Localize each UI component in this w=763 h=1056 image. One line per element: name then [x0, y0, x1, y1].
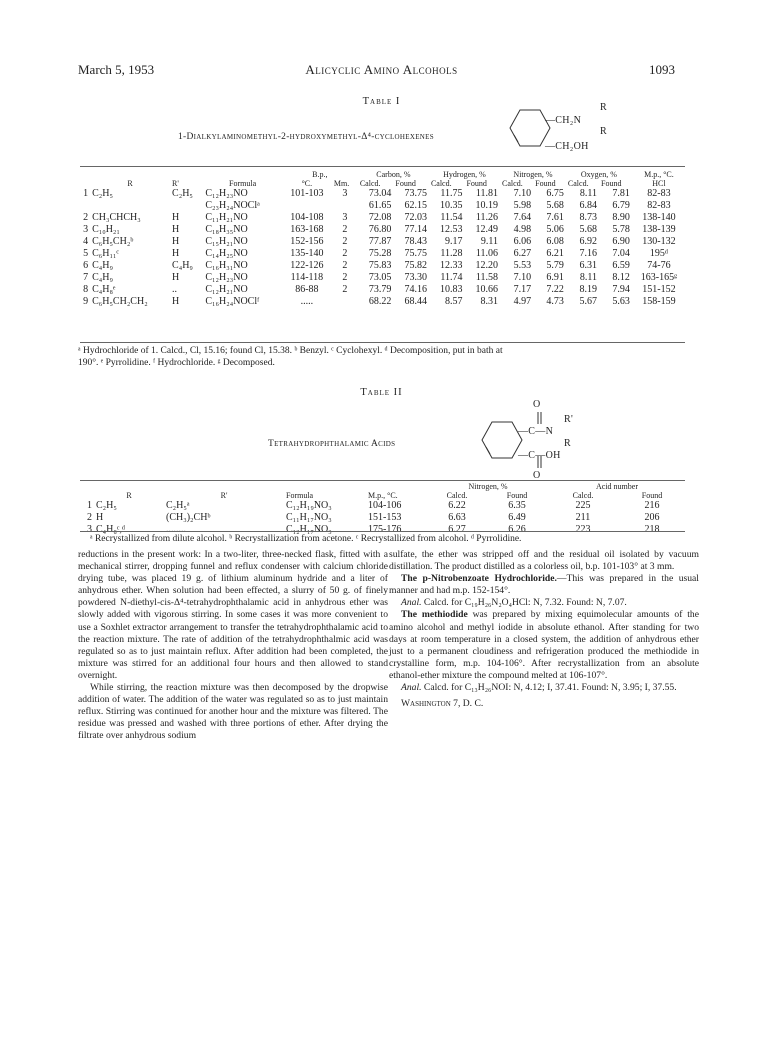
table1-cell: 8.11	[579, 188, 598, 199]
table1-cell: 8.90	[612, 212, 630, 223]
t1-head-hcl: HCl	[652, 179, 666, 188]
table1-row	[78, 284, 686, 296]
t2-head-found: Found	[641, 491, 663, 500]
table1-cell: 7.81	[612, 188, 630, 199]
table1-cell: 6.92	[579, 236, 598, 247]
t1-head-bp-c: °C.	[301, 179, 313, 188]
table1-cell: 10.66	[475, 284, 499, 295]
table1-cell: 135-140	[290, 248, 324, 259]
signoff: Washington 7, D. C.	[401, 698, 484, 710]
table1-cell: 9.11	[480, 236, 499, 247]
table1-cell: 3	[342, 212, 348, 223]
table1-cell: 73.30	[404, 272, 427, 283]
table1-row	[78, 224, 686, 236]
table2	[78, 482, 686, 536]
table1-cell: 6.79	[612, 200, 630, 211]
table1-cell: 7.61	[546, 212, 564, 223]
table1-cell: 12.53	[439, 224, 463, 235]
table2-title: Tetrahydrophthalamic Acids	[268, 439, 396, 449]
anal2-label: Anal.	[401, 682, 422, 694]
table1-cell: 5.63	[612, 296, 630, 307]
table1-cell: 8.57	[444, 296, 463, 307]
left-paragraph-2: While stirring, the reaction mixture was then decomposed by the dropwise addition of water. The addition of the water was regulated so as to just maintain reflux. Stirring was continued for another hour and the mixture was filtered. The residue was pressed and washed with three portions of ether. After drying the filtrate over anhydrous sodium	[78, 682, 388, 742]
table1-cell: 62.15	[404, 200, 427, 211]
anal1-label: Anal.	[401, 597, 422, 609]
table2-cell: 6.35	[508, 500, 526, 511]
table1-cell: 12.20	[475, 260, 499, 271]
table1-cell: 75.83	[368, 260, 392, 271]
t2-head-formula: Formula	[286, 491, 314, 500]
header-page-number: 1093	[649, 62, 675, 77]
table1-cell: 73.04	[368, 188, 392, 199]
table1-cell	[78, 200, 90, 212]
table1-footnote-line1: ᵃ Hydrochloride of 1. Calcd., Cl, 15.16; found Cl, 15.38. ᵇ Benzyl. ᶜ Cyclohexyl. ᵈ Decomposition, put in bath at	[78, 346, 503, 356]
table1-cell: 8.31	[480, 296, 499, 307]
t2-head-nitrogen: Nitrogen, %	[468, 482, 508, 491]
table1-row	[78, 272, 686, 284]
table2-struct-o-bottom: O	[533, 470, 541, 481]
table1-cell: 7.16	[579, 248, 598, 259]
right-p2-body: —This was prepared in the usual manner and had m.p. 152-154°.	[389, 573, 699, 597]
header-date: March 5, 1953	[78, 62, 155, 77]
table1-cell: 7.10	[513, 188, 532, 199]
table1-cell: 11.54	[440, 212, 463, 223]
table2-cell: C₁₂H₁₇NO₃	[286, 524, 332, 535]
table1-cell: 82-83	[647, 200, 671, 211]
table2-cell: 206	[644, 512, 660, 523]
table1-cell: H	[172, 272, 180, 283]
table1-row	[78, 248, 686, 260]
table1-cell: 11.28	[440, 248, 463, 259]
table2-struct-rp: R'	[564, 414, 574, 425]
table1-cell: 138-140	[642, 212, 676, 223]
table1-cell: 7.17	[513, 284, 532, 295]
table1-cell: C₄H₉	[172, 260, 193, 271]
table2-row	[78, 500, 686, 512]
anal2-text: Calcd. for C₁₃H₂₆NOI: N, 4.12; I, 37.41. Found: N, 3.95; I, 37.55.	[421, 682, 677, 694]
table1-cell: 101-103	[290, 188, 324, 199]
table1-cell: C₁₀H₂₁	[92, 224, 120, 235]
table1-cell: 4.73	[546, 296, 564, 307]
table2-struct-coh: —C—OH	[518, 450, 561, 461]
table1-cell: 75.75	[404, 248, 427, 259]
table1-cell: 6.27	[513, 248, 532, 259]
table1-cell	[170, 200, 203, 212]
table1-cell: 2	[342, 260, 348, 271]
table1-cell: 75.82	[404, 260, 427, 271]
table1-cell: 138-139	[642, 224, 676, 235]
table1-cell: 10.35	[439, 200, 463, 211]
left-paragraph-1: reductions in the present work: In a two-liter, three-necked flask, fitted with a mechanical stirrer, dropping funnel and reflux condenser with calcium chloride drying tube, was placed 19 g. of lithium aluminum hydride and a liter of anhydrous ether. When solution had been effected, a slurry of 50 g. of finely powdered N-diethyl-cis-Δ⁴-tetrahydrophthalamic acid in anhydrous ether was slowly added with vigorous stirring. In some cases it was more convenient to use a Soxhlet extractor arrangement to transfer the tetrahydrophthalamic acid to the reaction mixture. The rate of addition of the tetrahydrophthalmic acid was regulated so as to just maintain reflux. After addition had been completed, the mixture was stirred for an additional four hours and then allowed to stand overnight.	[78, 549, 388, 681]
t1-head-bp-mm: Mm.	[333, 179, 350, 188]
t1-head-oxygen: Oxygen, %	[580, 170, 617, 179]
table1-cell: 6.21	[546, 248, 564, 259]
table1-cell: C₆H₅CH₂ᵇ	[92, 236, 134, 247]
t1-head-found: Found	[601, 179, 622, 188]
table2-cell: 104-106	[368, 500, 402, 511]
table1-cell: 158-159	[642, 296, 676, 307]
t1-head-r: R	[127, 179, 133, 188]
table1-cell: 1	[83, 188, 89, 199]
table1-cell: 130-132	[642, 236, 676, 247]
left-column	[78, 549, 388, 743]
table1-cell: H	[172, 296, 180, 307]
table2-cell: 6.49	[508, 512, 526, 523]
table1-cell: 2	[342, 272, 348, 283]
table2-footnote: ᵃ Recrystallized from dilute alcohol. ᵇ Recrystallization from acetone. ᶜ Recrystallized from alcohol. ᵈ Pyrrolidine.	[90, 534, 522, 544]
t2-head-r: R	[126, 491, 132, 500]
table1-cell: C₁₆H₃₁NO	[205, 260, 248, 271]
table2-cell: 6.63	[448, 512, 466, 523]
table1-cell: 4.97	[513, 296, 532, 307]
table1-cell	[90, 200, 170, 212]
table1-cell: 8.11	[579, 272, 598, 283]
t2-head-calcd: Calcd.	[572, 491, 594, 500]
table2-cell: 175-176	[368, 524, 402, 535]
table2-cell: 211	[575, 512, 591, 523]
table1-cell: 6.91	[546, 272, 564, 283]
table1-cell: C₁₂H₂₃NO	[205, 188, 248, 199]
table2-struct-cn: —C—N	[518, 426, 554, 437]
table1-cell	[282, 200, 332, 212]
table2-cell: 3	[87, 524, 92, 535]
right-column	[389, 549, 699, 710]
table1-cell: 5.53	[513, 260, 532, 271]
table1-cell: 4	[83, 236, 89, 247]
t2-head-mp: M.p., °C.	[368, 491, 398, 500]
table1-cell: 68.44	[404, 296, 427, 307]
table1-cell: 7.22	[546, 284, 564, 295]
t1-head-carbon: Carbon, %	[376, 170, 411, 179]
table2-row	[78, 512, 686, 524]
table2-cell: 218	[644, 524, 660, 535]
t1-head-calcd: Calcd.	[502, 179, 523, 188]
table1-row	[78, 236, 686, 248]
table2-cell: 216	[644, 500, 660, 511]
table1-cell: 6	[83, 260, 89, 271]
t1-head-calcd: Calcd.	[359, 179, 381, 188]
table1-cell: 72.03	[404, 212, 427, 223]
t1-head-formula: Formula	[229, 179, 257, 188]
table2-cell: 225	[575, 500, 591, 511]
table1-cell: C₁₆H₂₄NOClᶠ	[205, 296, 260, 307]
table1	[78, 170, 686, 308]
table1-cell: C₁₂H₂₁NO	[205, 284, 248, 295]
table2-cell: H	[96, 512, 104, 523]
right-p3-heading: The methiodide	[401, 609, 468, 621]
table1-cell: 11.06	[475, 248, 499, 259]
table1-cell: 7.94	[612, 284, 630, 295]
table1-cell: 122-126	[290, 260, 324, 271]
t1-head-nitrogen: Nitrogen, %	[513, 170, 553, 179]
table1-row	[78, 212, 686, 224]
t1-head-rp: R'	[172, 179, 179, 188]
table1-cell: 11.75	[440, 188, 463, 199]
t2-head-calcd: Calcd.	[446, 491, 468, 500]
table1-cell: 163-165ᵍ	[640, 272, 678, 283]
table1-cell: C₄H₈ᵉ	[92, 284, 116, 295]
table1-cell: 8.19	[579, 284, 598, 295]
table1-cell: 2	[83, 212, 89, 223]
table1-row	[78, 188, 686, 200]
table1-cell: 74.16	[404, 284, 427, 295]
t2-head-rp: R'	[220, 491, 228, 500]
table1-cell: 5.79	[546, 260, 564, 271]
t1-head-mp: M.p., °C.	[644, 170, 674, 179]
table1-struct-r1: R	[600, 102, 607, 113]
table1-row	[78, 200, 686, 212]
table1-cell: 5.06	[546, 224, 564, 235]
table1-cell: C₂₃H₂₄NOClᵃ	[205, 200, 260, 211]
table1-cell: 8.12	[612, 272, 630, 283]
table2-cell: C₄H₈ᶜ,ᵈ	[96, 524, 126, 535]
t1-head-found: Found	[395, 179, 416, 188]
table1-cell: 5.98	[513, 200, 532, 211]
table1-cell: 5.68	[546, 200, 564, 211]
table1-cell: 7	[83, 272, 89, 283]
table1-cell: 104-108	[290, 212, 324, 223]
table2-cell: 6.22	[448, 500, 466, 511]
t1-head-calcd: Calcd.	[567, 179, 589, 188]
table1-cell: 9.17	[444, 236, 463, 247]
table1-cell: 6.84	[579, 200, 598, 211]
table1-cell: 4.98	[513, 224, 532, 235]
t2-head-found: Found	[506, 491, 528, 500]
table1-cell: H	[172, 212, 180, 223]
table1-cell: 6.59	[612, 260, 630, 271]
table1-cell: 7.64	[513, 212, 532, 223]
table1-cell: 6.08	[546, 236, 564, 247]
table1-cell: 163-168	[290, 224, 324, 235]
table1-cell: C₆H₁₁ᶜ	[92, 248, 119, 259]
table1-cell: 114-118	[290, 272, 324, 283]
right-paragraph-1: sulfate, the ether was stripped off and the residual oil isolated by vacuum distillation. The product distilled as a colorless oil, b.p. 101-103° at 3 mm.	[389, 549, 699, 573]
table1-cell: 10.19	[475, 200, 499, 211]
table1-cell: C₁₄H₂₅NO	[205, 248, 248, 259]
table1-row	[78, 260, 686, 272]
table1-cell: 2	[342, 284, 348, 295]
anal1-text: Calcd. for C₁₉H₂₆N₂O₄HCl: N, 7.32. Found: N, 7.07.	[421, 597, 627, 609]
table1-cell: 73.75	[404, 188, 427, 199]
table1-cell: 6.90	[612, 236, 630, 247]
table1-cell: 8	[83, 284, 89, 295]
table1-cell: 68.22	[368, 296, 392, 307]
table1-cell: 151-152	[642, 284, 676, 295]
table1-cell: 11.74	[440, 272, 463, 283]
table2-cell: C₂H₅ᵃ	[166, 500, 190, 511]
table1-title: 1-Dialkylaminomethyl-2-hydroxymethyl-Δ⁴-cyclohexenes	[178, 132, 434, 142]
table1-cell: 5.78	[612, 224, 630, 235]
table1-cell	[332, 200, 358, 212]
t1-head-calcd: Calcd.	[430, 179, 452, 188]
table1-cell: 76.80	[368, 224, 392, 235]
table1-cell	[332, 296, 358, 308]
table1-cell: 11.58	[475, 272, 499, 283]
table2-cell: 6.26	[508, 524, 526, 535]
table1-cell: 152-156	[290, 236, 324, 247]
t2-head-acid-number: Acid number	[596, 482, 638, 491]
table2-caption: Table II	[360, 387, 403, 398]
table1-struct-ch2n: —CH₂N	[545, 115, 582, 126]
table1-cell: CH₃CHCH₃	[92, 212, 141, 223]
table1-footnote-line2: 190°. ᵉ Pyrrolidine. ᶠ Hydrochloride. ᵍ Decomposed.	[78, 358, 275, 368]
t1-head-bp: B.p.,	[312, 170, 328, 179]
table1-cell: .....	[300, 296, 314, 307]
table2-cell: 223	[575, 524, 591, 535]
table1-cell: 75.28	[368, 248, 392, 259]
table1-cell: 3	[342, 188, 348, 199]
table1-cell: 2	[342, 236, 348, 247]
table2-structure-diagram	[472, 400, 562, 480]
table2-cell: 6.27	[448, 524, 466, 535]
table1-cell: C₂H₅	[92, 188, 113, 199]
table1-cell: 11.81	[475, 188, 499, 199]
table1-cell: 6.31	[579, 260, 598, 271]
table1-cell: 72.08	[368, 212, 392, 223]
table1-cell: 11.26	[475, 212, 499, 223]
table1-cell: 82-83	[647, 188, 671, 199]
table1-cell: 12.49	[475, 224, 499, 235]
table1-cell: C₁₂H₂₃NO	[205, 272, 248, 283]
table1-cell: 6.06	[513, 236, 532, 247]
table1-cell: 78.43	[404, 236, 427, 247]
table1-cell: 5	[83, 248, 89, 259]
table1-cell: C₆H₅CH₂CH₂	[92, 296, 148, 307]
table1-cell: H	[172, 236, 180, 247]
table1-cell: 5.67	[579, 296, 598, 307]
table1-cell: 73.79	[368, 284, 392, 295]
right-p2-heading: The p-Nitrobenzoate Hydrochloride.	[401, 573, 557, 585]
table1-cell: 12.33	[439, 260, 463, 271]
table1-cell: C₁₁H₂₁NO	[205, 212, 248, 223]
table2-struct-o-top: O	[533, 399, 541, 410]
table2-cell: 2	[87, 512, 92, 523]
table1-cell: C₁₅H₂₁NO	[205, 236, 248, 247]
right-p3-body: was prepared by mixing equimolecular amounts of the amino alcohol and methyl iodide in absolute ethanol. After standing for two days at room temperature in a closed system, the addition of anhydrous ether just to a permanent cloudiness and refrigeration produced the methiodide in crystalline form, m.p. 104-106°. After recrystallization from an absolute ethanol-ether mixture the compound melted at 106-107°.	[389, 609, 699, 681]
t1-head-found: Found	[535, 179, 556, 188]
table1-cell: 8.73	[579, 212, 598, 223]
table1-cell: H	[172, 248, 180, 259]
table1-cell: H	[172, 224, 180, 235]
header-running-title: Alicyclic Amino Alcohols	[305, 62, 458, 77]
table1-cell: 77.87	[368, 236, 392, 247]
table1-row	[78, 296, 686, 308]
table1-cell: 10.83	[439, 284, 463, 295]
table1-cell: 3	[83, 224, 89, 235]
table2-cell: 1	[87, 500, 92, 511]
table1-cell: ..	[172, 284, 178, 295]
table1-cell: C₂H₅	[172, 188, 193, 199]
table1-cell: 9	[83, 296, 89, 307]
table1-cell: 86-88	[295, 284, 319, 295]
table1-cell: 73.05	[368, 272, 392, 283]
t1-head-hydrogen: Hydrogen, %	[443, 170, 486, 179]
table2-cell: C₁₂H₁₉NO₃	[286, 500, 332, 511]
table1-cell: 6.75	[546, 188, 564, 199]
table1-cell: 5.68	[579, 224, 598, 235]
table2-cell: C₂H₅	[96, 500, 117, 511]
table1-struct-r2: R	[600, 126, 607, 137]
t1-head-found: Found	[466, 179, 487, 188]
table1-cell: 74-76	[647, 260, 671, 271]
table1-struct-ch2oh: —CH₂OH	[545, 141, 589, 152]
table2-cell: ........	[166, 524, 186, 535]
table2-cell: 151-153	[368, 512, 402, 523]
table1-cell: 195ᵈ	[649, 248, 668, 259]
table2-cell: (CH₃)₂CHᵇ	[166, 512, 211, 523]
table1-cell: 77.14	[404, 224, 427, 235]
table2-struct-r: R	[564, 438, 571, 449]
table1-caption: Table I	[362, 96, 401, 107]
table1-cell: C₄H₉	[92, 272, 113, 283]
table1-cell: 2	[342, 224, 348, 235]
table1-cell: C₄H₉	[92, 260, 113, 271]
table1-cell: 7.10	[513, 272, 532, 283]
table1-cell: 61.65	[368, 200, 392, 211]
table1-cell: 7.04	[612, 248, 630, 259]
table1-cell: C₁₈H₃₅NO	[205, 224, 248, 235]
table1-cell: 2	[342, 248, 348, 259]
table2-cell: C₁₁H₁₇NO₃	[286, 512, 332, 523]
